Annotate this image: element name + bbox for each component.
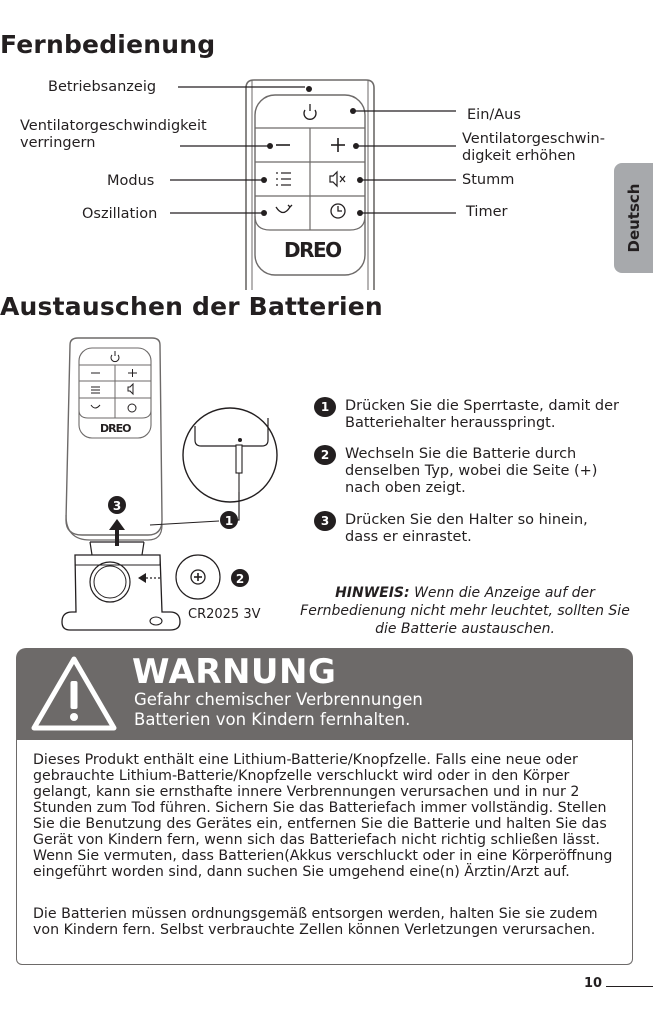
mute-icon [330,172,345,186]
svg-text:3: 3 [112,499,122,513]
battery-step-2 [314,446,624,497]
language-tab [614,163,653,273]
language-tab-label: Deutsch [624,183,643,253]
warning-triangle-icon [30,654,118,734]
battery-type-label: CR2025 3V [188,607,261,622]
step-text: Drücken Sie die Sperrtaste, damit der Batteriehalter herausspringt. [345,398,619,431]
indicator-dot [306,86,312,92]
warning-paragraph-2: Die Batterien müssen ordnungsgemäß entsorgen werden, halten Sie sie zudem von Kindern fern. Selbst verbrauchte Zellen können Verletzungen verursachen. [33,906,598,938]
battery-note [300,584,630,638]
battery-step-3 [314,512,624,546]
label-oscillation: Oszillation [82,206,158,222]
warning-subtitle-2: Batterien von Kindern fernhalten. [134,710,411,729]
battery-illustration [0,330,300,640]
label-mute: Stumm [462,172,515,188]
mode-icon [276,173,291,185]
label-power: Ein/Aus [467,107,521,123]
page-number-rule [606,986,653,987]
section-title-battery: Austauschen der Batterien [0,292,383,321]
section-title-remote: Fernbedienung [0,30,216,59]
oscillation-icon [276,205,292,213]
step-text: Wechseln Sie die Batterie durch denselben Typ, wobei die Seite (+) nach oben zeigt. [345,446,598,496]
warning-title: WARNUNG [132,652,337,692]
label-timer: Timer [466,204,508,220]
battery-step-1 [314,398,624,432]
step-number: 1 [314,397,336,417]
label-speed-down-2: verringern [20,135,96,151]
label-speed-up-2: digkeit erhöhen [462,148,576,164]
plus-icon [331,138,345,152]
remote-brand-logo: DREO [284,238,341,262]
label-mode: Modus [107,173,155,189]
page-number: 10 [584,976,603,991]
warning-paragraph-1: Dieses Produkt enthält eine Lithium-Batterie/Knopfzelle. Falls eine neue oder gebrauchte Lithium-Batterie/Knopfzelle verschluckt wird oder in den Körper gelangt, kann sie ernsthafte innere Verbrennungen verursachen und in nur 2 Stunden zum Tod führen. Sichern Sie das Batteriefach immer vollständig. Stellen Sie die Benutzung des Gerätes ein, entfernen Sie die Batterie und halten Sie das Gerät von Kindern fern, wenn sich das Batteriefach nicht richtig schließen lässt. Wenn Sie vermuten, dass Batterien(Akkus verschluckt oder in eine Körperöffnung eingeführt worden sind, dann suchen Sie umgehend eine(n) Ärztin/Arzt auf. [33,752,613,880]
step-number: 3 [314,511,336,531]
warning-subtitle-1: Gefahr chemischer Verbrennungen [134,690,423,709]
label-speed-up-1: Ventilatorgeschwin- [462,131,605,147]
svg-text:DREO: DREO [100,422,131,435]
label-speed-down-1: Ventilatorgeschwindigkeit [20,118,207,134]
step-text: Drücken Sie den Halter so hinein, dass er einrastet. [345,512,588,545]
timer-icon [331,204,345,218]
note-label: HINWEIS: [335,585,410,601]
label-indicator: Betriebsanzeig [48,79,157,95]
power-icon [304,104,316,119]
svg-text:1: 1 [224,514,234,528]
step-number: 2 [314,445,336,465]
note-text: Wenn die Anzeige auf der Fernbedienung nicht mehr leuchtet, sollten Sie die Batterie austauschen. [300,585,630,637]
svg-text:2: 2 [235,572,245,586]
